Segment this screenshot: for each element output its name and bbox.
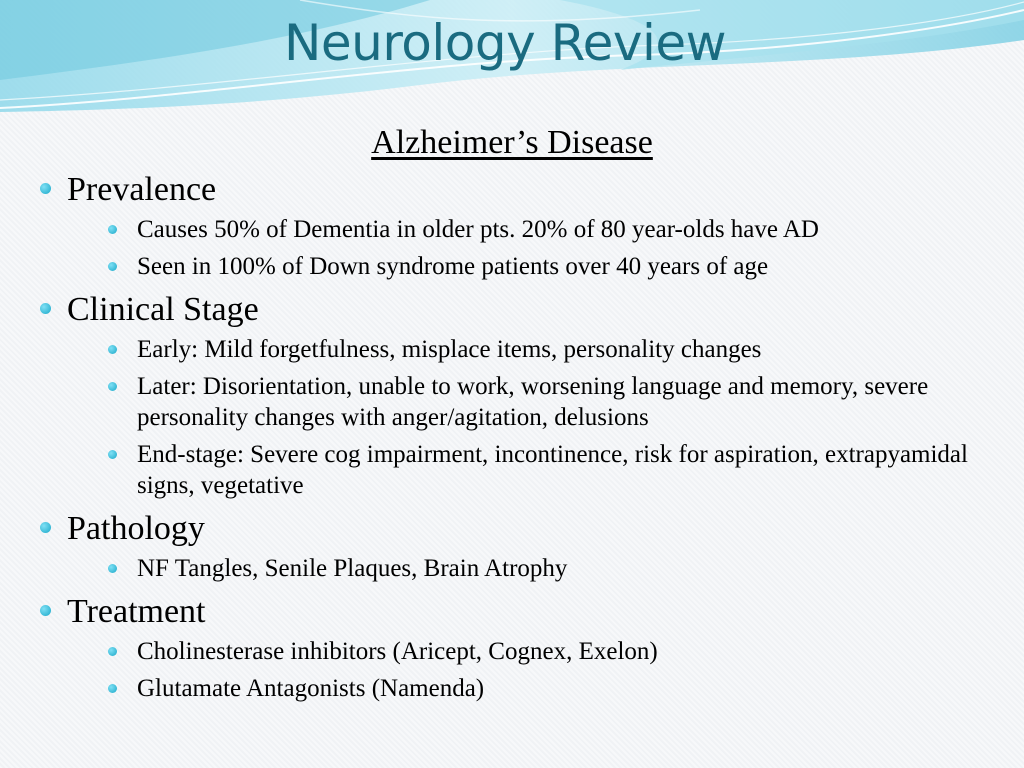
list-item	[108, 371, 998, 433]
list-item	[108, 214, 998, 245]
section-prevalence	[38, 168, 998, 282]
sub-list	[108, 334, 998, 501]
bullet-icon	[108, 647, 117, 656]
slide-subtitle: Alzheimer’s Disease	[371, 124, 653, 161]
section-heading: Treatment	[67, 593, 206, 630]
sub-list	[108, 636, 998, 704]
bullet-icon	[40, 303, 51, 314]
list-item	[108, 334, 998, 365]
list-item	[108, 553, 998, 584]
bullet-icon	[108, 564, 117, 573]
list-item-text: End-stage: Severe cog impairment, incontinence, risk for aspiration, extrapyamidal signs, vegetative	[137, 441, 968, 499]
sub-list	[108, 214, 998, 282]
list-item	[108, 439, 998, 501]
bullet-icon	[108, 262, 117, 271]
list-item	[108, 251, 998, 282]
section-treatment	[38, 590, 998, 704]
list-item-text: Later: Disorientation, unable to work, worsening language and memory, severe personality changes with anger/agitation, delusions	[137, 373, 929, 431]
bullet-icon	[108, 345, 117, 354]
section-heading: Prevalence	[67, 171, 217, 208]
section-heading: Clinical Stage	[67, 291, 259, 328]
bullet-icon	[108, 684, 117, 693]
bullet-icon	[40, 522, 51, 533]
slide-title: Neurology Review	[284, 14, 726, 72]
list-item-text: Causes 50% of Dementia in older pts. 20% of 80 year-olds have AD	[137, 216, 819, 243]
bullet-icon	[40, 183, 51, 194]
section-pathology	[38, 507, 998, 584]
list-item-text: Glutamate Antagonists (Namenda)	[137, 675, 485, 702]
bullet-icon	[108, 225, 117, 234]
bullet-list	[38, 168, 998, 710]
list-item-text: NF Tangles, Senile Plaques, Brain Atrophy	[137, 555, 568, 582]
list-item-text: Early: Mild forgetfulness, misplace items, personality changes	[137, 336, 762, 363]
list-item-text: Seen in 100% of Down syndrome patients over 40 years of age	[137, 253, 769, 280]
section-heading: Pathology	[67, 510, 205, 547]
list-item	[108, 636, 998, 667]
bullet-icon	[108, 382, 117, 391]
bullet-icon	[108, 450, 117, 459]
list-item-text: Cholinesterase inhibitors (Aricept, Cognex, Exelon)	[137, 638, 658, 665]
sub-list	[108, 553, 998, 584]
section-clinical-stage	[38, 288, 998, 501]
bullet-icon	[40, 605, 51, 616]
list-item	[108, 673, 998, 704]
